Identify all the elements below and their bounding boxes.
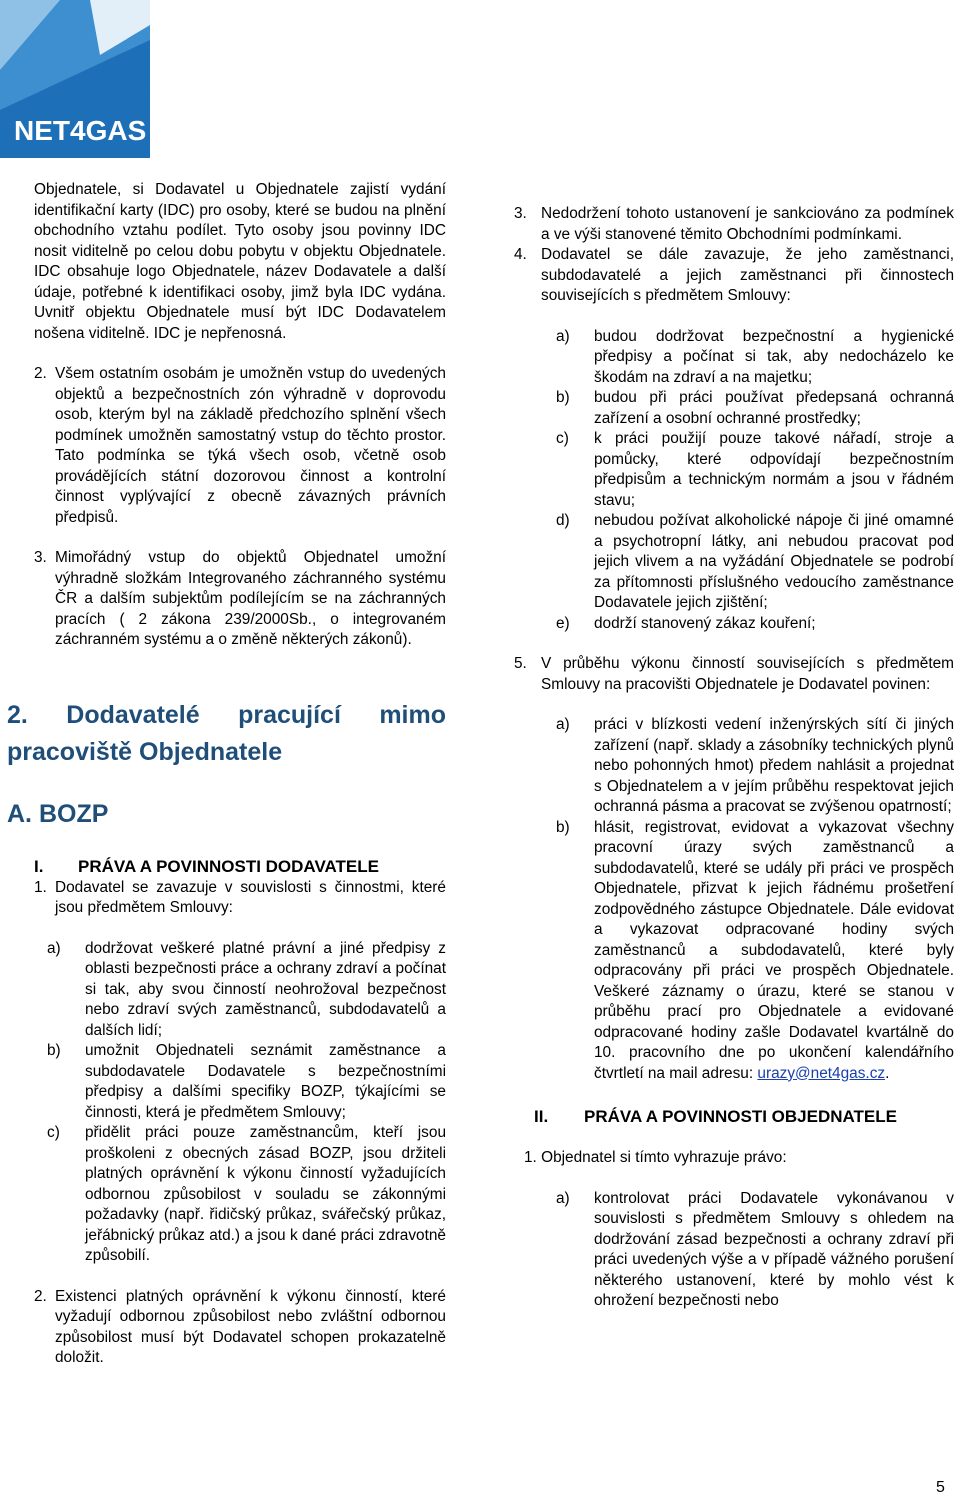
paragraph-text: Existenci platných oprávnění k výkonu činností, které vyžadují odbornou způsobilost nebo zvláštní odbornou způsobilost musí být Dodavatel schopen prokazatelně doložit. — [55, 1287, 446, 1366]
numbered-paragraph — [34, 548, 446, 651]
list-item — [556, 715, 954, 818]
item-letter: c) — [47, 1124, 60, 1141]
paragraph-text: Dodavatel se zavazuje v souvislosti s činnostmi, které jsou předmětem Smlouvy: — [55, 878, 446, 916]
paragraph-number: 3. — [514, 205, 527, 222]
item-text: nebudou požívat alkoholické nápoje či jiné omamné a psychotropní látky, ani nebudou pracovat pod jejich vlivem a na vyžádání Objednatele se podrobí za přítomnosti příslušného vedoucího zaměstnance Dodavatele jejich zjištění; — [594, 512, 954, 611]
list-item — [556, 818, 954, 1085]
item-text: dodržovat veškeré platné právní a jiné předpisy z oblasti bezpečnosti práce a ochrany zdraví a počínat si tak, aby svou činností neohrožoval bezpečnost nebo zdraví svých zaměstnanců, subdodavatelů a dalších lidí; — [85, 939, 446, 1039]
net4gas-logo-graphic — [0, 0, 150, 158]
item-letter: b) — [556, 818, 570, 836]
item-letter: e) — [556, 614, 570, 632]
item-list — [514, 1189, 954, 1312]
numbered-paragraph — [514, 204, 954, 245]
item-letter: c) — [556, 430, 569, 447]
subsection-heading: A. BOZP — [7, 799, 109, 828]
item-text: přidělit práci pouze zaměstnancům, kteří jsou proškoleni z obecných zásad BOZP, jsou držiteli platných oprávnění k výkonu činností vyžadujících odbornou způsobilost v souladu se zákonnými požadavky (např. řidičský průkaz, svářečský průkaz, jeřábnický průkaz atd.) a jsou k dané práci zdravotně způsobilí. — [85, 1124, 446, 1264]
paragraph-text: Mimořádný vstup do objektů Objednatel umožní výhradně složkám Integrovaného záchranného systému ČR a dalším subjektům podílejícím se na záchranných pracích ( 2 zákona 239/2000Sb., o integrovaném záchranném systému a o změně některých zákonů). — [55, 549, 446, 648]
paragraph-number: 2. — [34, 1287, 47, 1305]
list-item — [47, 939, 446, 1042]
numbered-paragraph — [514, 654, 954, 695]
numbered-paragraph — [514, 245, 954, 307]
chapter-heading — [514, 1106, 954, 1128]
heading-text: PRÁVA A POVINNOSTI OBJEDNATELE — [584, 1107, 897, 1126]
item-list — [34, 939, 446, 1267]
logo-text: NET4GAS — [14, 115, 147, 146]
list-item — [47, 1123, 446, 1267]
right-column — [514, 204, 954, 1312]
list-item — [556, 429, 954, 511]
item-text: dodrží stanovený zákaz kouření; — [594, 614, 816, 632]
left-column — [7, 180, 446, 1369]
item-text: budou při práci používat předepsaná ochranná zařízení a osobní ochranné prostředky; — [594, 389, 954, 427]
paragraph-number: 4. — [514, 246, 527, 263]
net4gas-logo — [0, 0, 150, 158]
item-text-body: hlásit, registrovat, evidovat a vykazovat všechny pracovní úrazy svých zaměstnanců a subdodavatelů, které se udály při práci ve prospěch Objednatele, přizvat k jejich řádnému prošetření zodpovědného zástupce Objednatele. Dále evidovat a vykazovat odpracované hodiny svých zaměstnanců a subdodavatelů, které byly odpracovány při práci ve prospěch Objednatele. Veškeré záznamy o úrazu, které se stanou v průběhu prací pro Objednatele a evidované odpracované hodiny zašle Dodavatel kvartálně do 10. pracovního dne po ukončení kalendářního čtvrtletí na mail adresu: — [594, 818, 954, 1082]
list-item — [47, 1041, 446, 1123]
list-item — [556, 327, 954, 389]
item-text: umožnit Objednateli seznámit zaměstnance a subdodavatele Dodavatele s bezpečnostními předpisy a dalšími specifiky BOZP, týkajícími se činnosti, která je předmětem Smlouvy; — [85, 1042, 446, 1121]
list-item — [556, 388, 954, 429]
heading-text: PRÁVA A POVINNOSTI DODAVATELE — [78, 856, 379, 876]
paragraph-number: 5. — [514, 655, 527, 672]
numbered-paragraph — [34, 1287, 446, 1369]
paragraph-number: 2. — [34, 365, 47, 382]
item-letter: b) — [47, 1042, 61, 1059]
page-number: 5 — [936, 1479, 945, 1496]
item-text — [594, 818, 954, 1085]
item-list — [514, 715, 954, 1084]
chapter-heading — [34, 856, 446, 878]
list-item — [556, 614, 954, 635]
item-letter: d) — [556, 512, 570, 529]
email-link[interactable]: urazy@net4gas.cz — [757, 1064, 886, 1082]
paragraph: 1. Objednatel si tímto vyhrazuje právo: — [524, 1149, 787, 1166]
item-letter: a) — [556, 716, 570, 733]
item-letter: a) — [556, 327, 570, 345]
item-letter: a) — [556, 1189, 570, 1207]
paragraph-text: Všem ostatním osobám je umožněn vstup do uvedených objektů a bezpečnostních zón výhradně v doprovodu osob, kterým byl na základě předchozího splnění všech podmínek umožněn samostatný vstup do těchto prostor. Tato podmínka se týká všech osob, včetně osob provádějících státní dozorovou činnost a kontrolní činnost vyplývající z obecně závazných právních předpisů. — [55, 365, 446, 526]
heading-number: II. — [534, 1107, 549, 1126]
paragraph-text: Nedodržení tohoto ustanovení je sankciováno za podmínek a ve výši stanovené těmito Obchodními podmínkami. — [541, 205, 954, 243]
heading-number: I. — [34, 856, 44, 876]
paragraph-text: V průběhu výkonu činností souvisejících s předmětem Smlouvy na pracovišti Objednatele je Dodavatel povinen: — [541, 655, 954, 693]
numbered-paragraph — [34, 364, 446, 528]
list-item — [556, 511, 954, 614]
item-letter: b) — [556, 389, 570, 406]
paragraph-text: Dodavatel se dále zavazuje, že jeho zaměstnanci, subdodavatelé a jejich zaměstnanci při činnostech souvisejících s předmětem Smlouvy: — [541, 246, 954, 304]
list-item — [556, 1189, 954, 1312]
numbered-paragraph — [34, 878, 446, 919]
item-list — [514, 327, 954, 635]
item-text: budou dodržovat bezpečnostní a hygienické předpisy a počínat si tak, aby nedocházelo ke škodám na zdraví a na majetku; — [594, 327, 954, 386]
item-letter: a) — [47, 939, 61, 957]
paragraph-number: 1. — [34, 878, 47, 896]
item-text: kontrolovat práci Dodavatele vykonávanou v souvislosti s předmětem Smlouvy s ohledem na dodržování zásad bezpečnosti a ochrany zdraví při práci uvedených výše a v případě vážného porušení některého ustanovení, které by mohlo vést k ohrožení bezpečnosti nebo — [594, 1189, 954, 1309]
item-text: práci v blízkosti vedení inženýrských sítí či jiných zařízení (např. sklady a zásobníky technických plynů nebo pohonných hmot) předem nahlásit a projednat s Objednatelem a v jejím průběhu respektovat jejich ochranná pásma a pracovat se zvýšenou opatrností; — [594, 716, 954, 815]
paragraph-number: 3. — [34, 549, 47, 566]
section-heading: 2. Dodavatelé pracující mimo pracoviště Objednatele — [7, 700, 446, 766]
paragraph: Objednatele, si Dodavatel u Objednatele zajistí vydání identifikační karty (IDC) pro osoby, které se budou na plnění obchodního vztahu podílet. Tyto osoby jsou povinny IDC nosit viditelně po celou dobu pobytu v objektu Objednatele. IDC obsahuje logo Objednatele, název Dodavatele a další údaje, potřebné k identifikaci osoby, jimž byla IDC vydána. Uvnitř objektu Objednatele musí být IDC Dodavatelem nošena viditelně. IDC je nepřenosná. — [34, 181, 446, 342]
item-text: k práci použijí pouze takové nářadí, stroje a pomůcky, které odpovídají bezpečnostním předpisům a technickým normám a jsou v řádném stavu; — [594, 430, 954, 509]
item-text-end: . — [885, 1064, 890, 1082]
